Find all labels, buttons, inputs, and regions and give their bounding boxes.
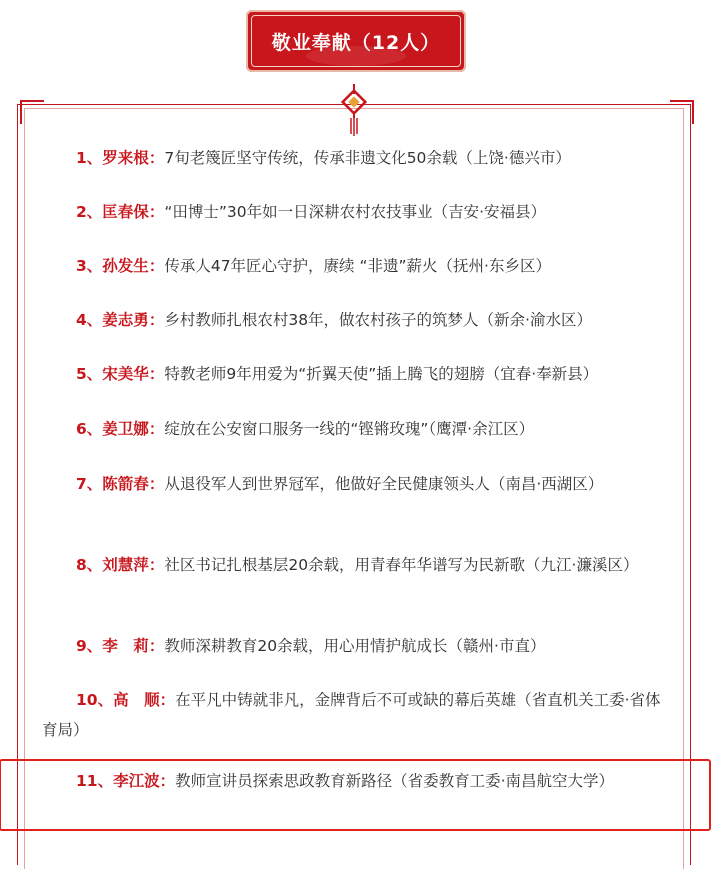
list-item: 11、李江波：教师宣讲员探索思政教育新路径（省委教育工委·南昌航空大学） (76, 772, 615, 790)
item-name: 刘慧萍 (102, 556, 149, 574)
item-description: 乡村教师扎根农村38年，做农村孩子的筑梦人（新余·渝水区） (164, 311, 592, 329)
item-number: 11、 (76, 772, 114, 790)
item-description: 特教老师9年用爱为“折翼天使”插上腾飞的翅膀（宜春·奉新县） (164, 365, 599, 383)
item-name: 陈箭春 (102, 475, 149, 493)
item-name: 高 顺 (113, 691, 160, 709)
item-name: 匡春保 (102, 203, 149, 221)
list-item: 8、刘慧萍：社区书记扎根基层20余载，用青春年华谱写为民新歌（九江·濂溪区） (76, 556, 639, 574)
chinese-knot-icon (341, 84, 367, 136)
item-number: 10、 (76, 691, 114, 709)
item-description: 教师深耕教育20余载，用心用情护航成长（赣州·市直） (164, 637, 546, 655)
list-item: 4、姜志勇：乡村教师扎根农村38年，做农村孩子的筑梦人（新余·渝水区） (76, 311, 592, 329)
list-item: 6、姜卫娜：绽放在公安窗口服务一线的“铿锵玫瑰”（鹰潭·余江区） (76, 420, 535, 438)
item-number: 2、 (76, 203, 103, 221)
item-number: 1、 (76, 149, 103, 167)
item-number: 4、 (76, 311, 103, 329)
highlight-box (0, 759, 711, 831)
item-description: 教师宣讲员探索思政教育新路径（省委教育工委·南昌航空大学） (175, 772, 615, 790)
list-item: 5、宋美华：特教老师9年用爱为“折翼天使”插上腾飞的翅膀（宜春·奉新县） (76, 365, 599, 383)
item-number: 5、 (76, 365, 103, 383)
item-name: 李江波 (113, 772, 160, 790)
item-number: 7、 (76, 475, 103, 493)
item-description: 社区书记扎根基层20余载，用青春年华谱写为民新歌（九江·濂溪区） (164, 556, 639, 574)
list-item: 9、李 莉：教师深耕教育20余载，用心用情护航成长（赣州·市直） (76, 637, 546, 655)
item-name: 李 莉 (102, 637, 149, 655)
item-name: 姜志勇 (102, 311, 149, 329)
item-description: “田博士”30年如一日深耕农村农技事业（吉安·安福县） (164, 203, 547, 221)
item-name: 宋美华 (102, 365, 149, 383)
item-number: 8、 (76, 556, 103, 574)
item-description: 7旬老篾匠坚守传统，传承非遗文化50余载（上饶·德兴市） (164, 149, 571, 167)
item-name: 姜卫娜 (102, 420, 149, 438)
corner-ornament-left (20, 100, 44, 124)
item-number: 9、 (76, 637, 103, 655)
item-number: 3、 (76, 257, 103, 275)
list-item: 1、罗来根：7旬老篾匠坚守传统，传承非遗文化50余载（上饶·德兴市） (76, 149, 571, 167)
section-title: 敬业奉献（12人） (271, 32, 441, 54)
list-item: 10、高 顺：在平凡中铸就非凡，金牌背后不可或缺的幕后英雄（省直机关工委·省体育局） (42, 691, 661, 739)
item-number: 6、 (76, 420, 103, 438)
item-description: 在平凡中铸就非凡，金牌背后不可或缺的幕后英雄（省直机关工委·省体育局） (42, 691, 661, 739)
list-item: 7、陈箭春：从退役军人到世界冠军，他做好全民健康领头人（南昌·西湖区） (76, 475, 604, 493)
item-name: 孙发生 (102, 257, 149, 275)
item-name: 罗来根 (102, 149, 149, 167)
section-title-banner (246, 10, 466, 72)
list-item: 3、孙发生：传承人47年匠心守护，赓续 “非遗”薪火（抚州·东乡区） (76, 257, 551, 275)
item-description: 从退役军人到世界冠军，他做好全民健康领头人（南昌·西湖区） (164, 475, 604, 493)
corner-ornament-right (670, 100, 694, 124)
list-item: 2、匡春保：“田博士”30年如一日深耕农村农技事业（吉安·安福县） (76, 203, 547, 221)
item-description: 绽放在公安窗口服务一线的“铿锵玫瑰”（鹰潭·余江区） (164, 420, 535, 438)
item-description: 传承人47年匠心守护，赓续 “非遗”薪火（抚州·东乡区） (164, 257, 551, 275)
